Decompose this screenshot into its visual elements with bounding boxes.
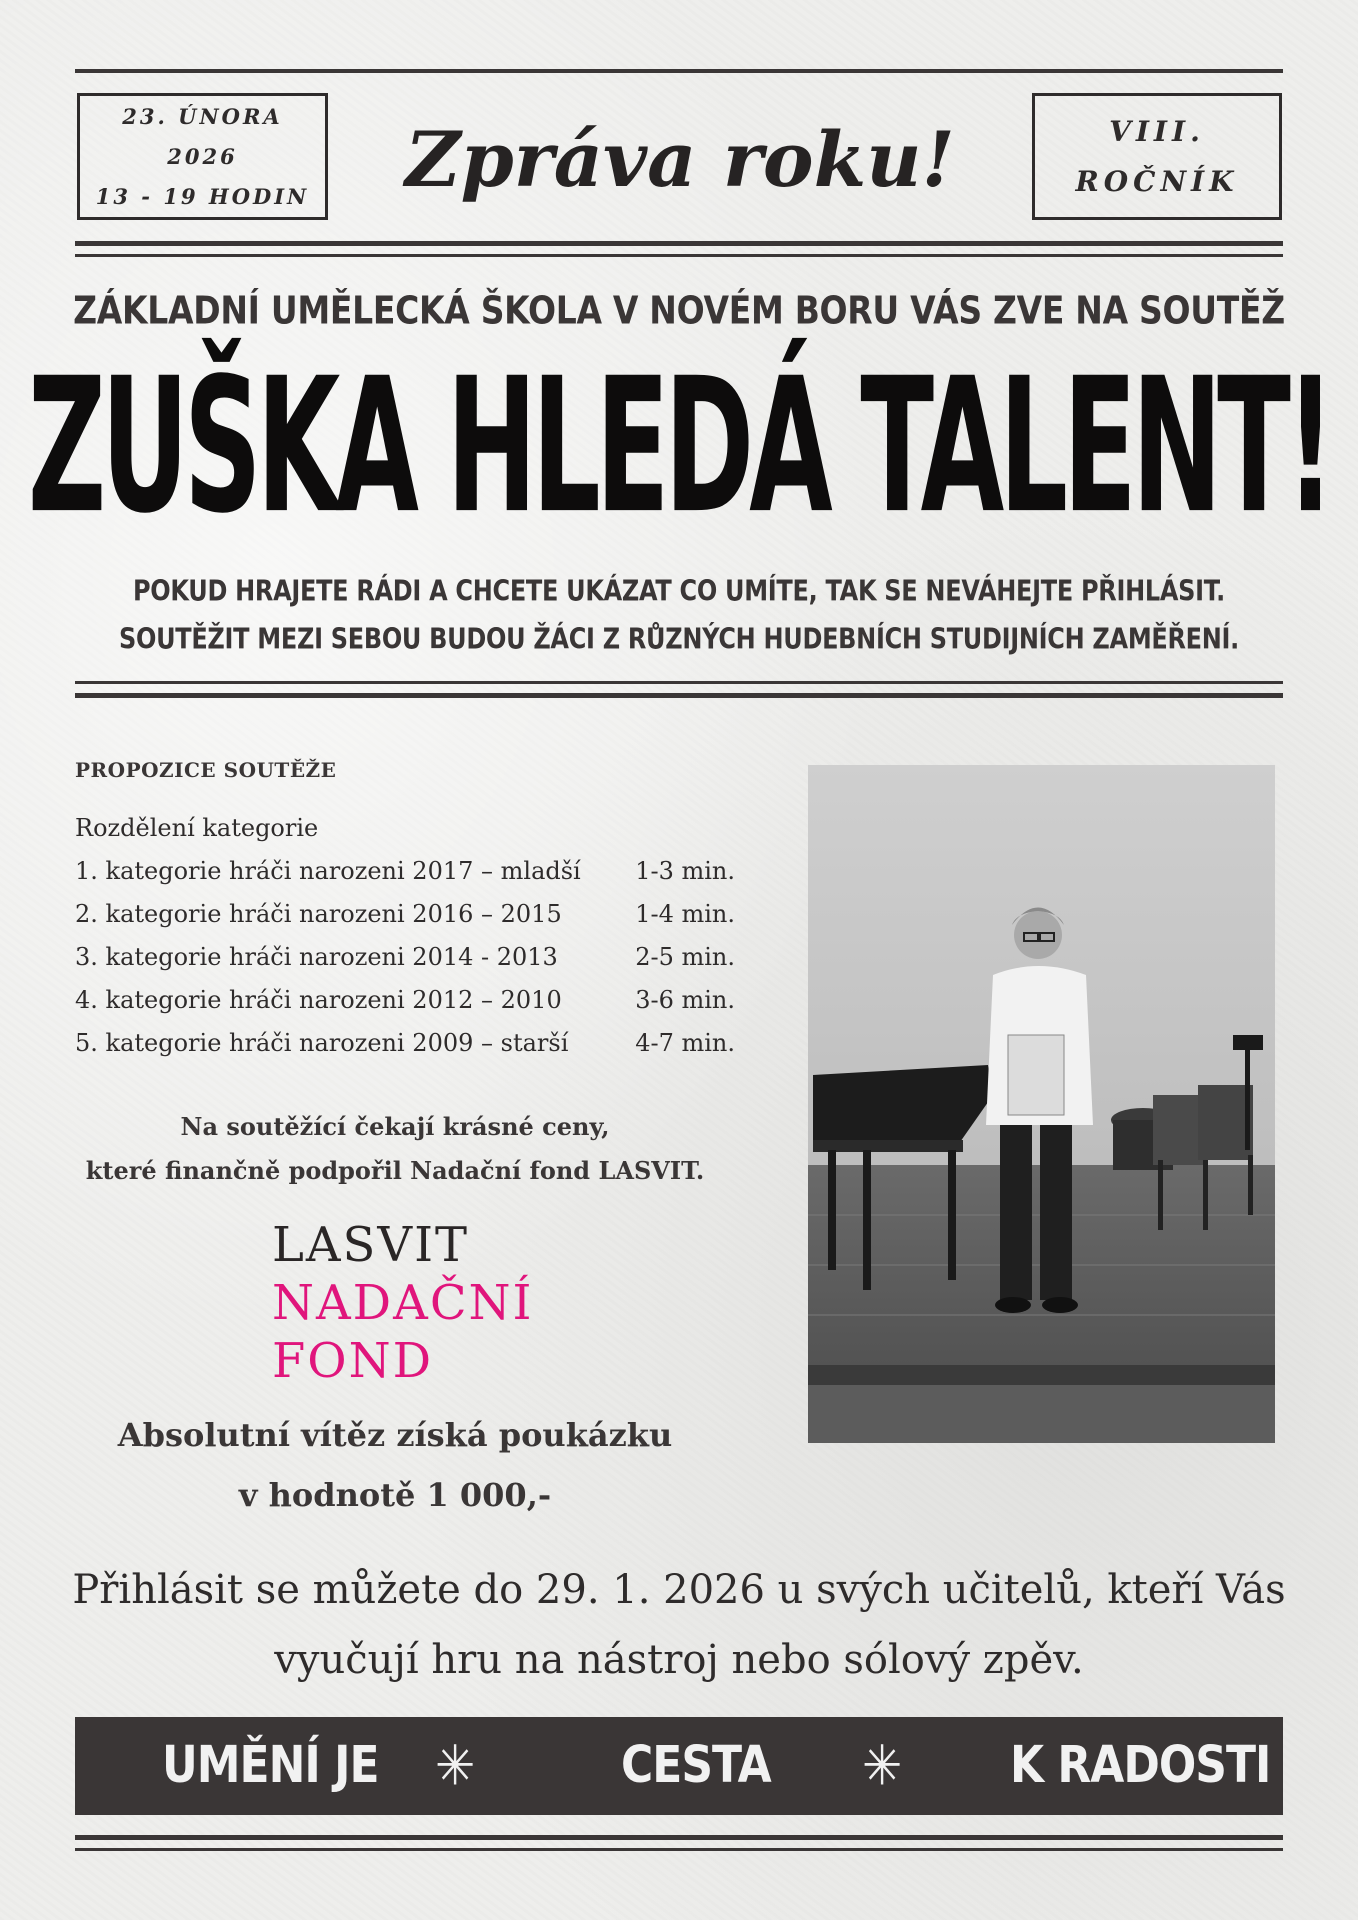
category-row	[75, 1029, 775, 1065]
voucher-note	[75, 1405, 715, 1525]
footer-rule-thick	[75, 1835, 1283, 1840]
logo-line-2: NADAČNÍ	[272, 1275, 534, 1331]
asterisk-icon: ✳	[862, 1733, 902, 1799]
voucher-line-1: Absolutní vítěz získá poukázku	[117, 1416, 673, 1454]
category-text: 5. kategorie hráči narozeni 2009 – starší	[75, 1029, 569, 1057]
winner-photo	[808, 765, 1275, 1443]
logo-line-3: FOND	[272, 1333, 434, 1389]
logo-line-1: LASVIT	[272, 1217, 470, 1273]
motto-word-3: K RADOSTI	[1010, 1736, 1271, 1795]
header-rule-thick	[75, 241, 1283, 246]
header-rule-thin	[75, 254, 1283, 257]
prizes-line-1: Na soutěžící čekají krásné ceny,	[180, 1112, 610, 1141]
category-time: 1-4 min.	[635, 900, 735, 928]
voucher-line-2: v hodnotě 1 000,-	[238, 1476, 552, 1514]
category-text: 4. kategorie hráči narozeni 2012 – 2010	[75, 986, 562, 1014]
category-row	[75, 986, 775, 1022]
prizes-note	[75, 1105, 715, 1193]
motto-word-2: CESTA	[621, 1736, 771, 1795]
lasvit-logo	[272, 1216, 534, 1390]
rules-heading: PROPOZICE SOUTĚŽE	[75, 758, 337, 782]
masthead-title: Zpráva roku!	[405, 115, 955, 204]
footer-rule-thin	[75, 1848, 1283, 1851]
category-text: 2. kategorie hráči narozeni 2016 – 2015	[75, 900, 562, 928]
invitation-line: ZÁKLADNÍ UMĚLECKÁ ŠKOLA V NOVÉM BORU VÁS ZVE NA SOUTĚŽ	[73, 288, 1285, 333]
date-day: 23. ÚNORA	[122, 103, 283, 129]
category-time: 2-5 min.	[635, 943, 735, 971]
edition-number: VIII.	[1109, 114, 1205, 148]
prizes-line-2: které finančně podpořil Nadační fond LASVIT.	[85, 1156, 705, 1185]
date-hours: 13 - 19 HODIN	[95, 183, 310, 209]
asterisk-icon: ✳	[435, 1733, 475, 1799]
subheadline-1: POKUD HRAJETE RÁDI A CHCETE UKÁZAT CO UMÍTE, TAK SE NEVÁHEJTE PŘIHLÁSIT.	[133, 574, 1225, 608]
signup-line-2: vyučují hru na nástroj nebo sólový zpěv.	[274, 1637, 1084, 1683]
category-time: 1-3 min.	[635, 857, 735, 885]
signup-line-1: Přihlásit se můžete do 29. 1. 2026 u svých učitelů, kteří Vás	[72, 1567, 1286, 1613]
categories-heading: Rozdělení kategorie	[75, 814, 319, 842]
edition-label: ROČNÍK	[1075, 164, 1239, 198]
category-row	[75, 900, 775, 936]
category-text: 3. kategorie hráči narozeni 2014 - 2013	[75, 943, 558, 971]
category-row	[75, 943, 775, 979]
category-text: 1. kategorie hráči narozeni 2017 – mladší	[75, 857, 581, 885]
edition-box	[1032, 93, 1282, 220]
subheadline-2: SOUTĚŽIT MEZI SEBOU BUDOU ŽÁCI Z RŮZNÝCH HUDEBNÍCH STUDIJNÍCH ZAMĚŘENÍ.	[118, 622, 1239, 656]
date-year: 2026	[167, 143, 238, 169]
motto-banner	[75, 1717, 1283, 1815]
signup-info	[0, 1555, 1358, 1695]
category-time: 3-6 min.	[635, 986, 735, 1014]
winner-photo-illustration	[808, 765, 1275, 1443]
category-time: 4-7 min.	[635, 1029, 735, 1057]
category-row	[75, 857, 775, 893]
section-rule-thin	[75, 681, 1283, 684]
section-rule-thick	[75, 693, 1283, 698]
date-box	[77, 93, 328, 220]
top-rule	[75, 69, 1283, 73]
main-headline: ZUŠKA HLEDÁ TALENT!	[27, 339, 1331, 555]
motto-word-1: UMĚNÍ JE	[162, 1736, 379, 1795]
